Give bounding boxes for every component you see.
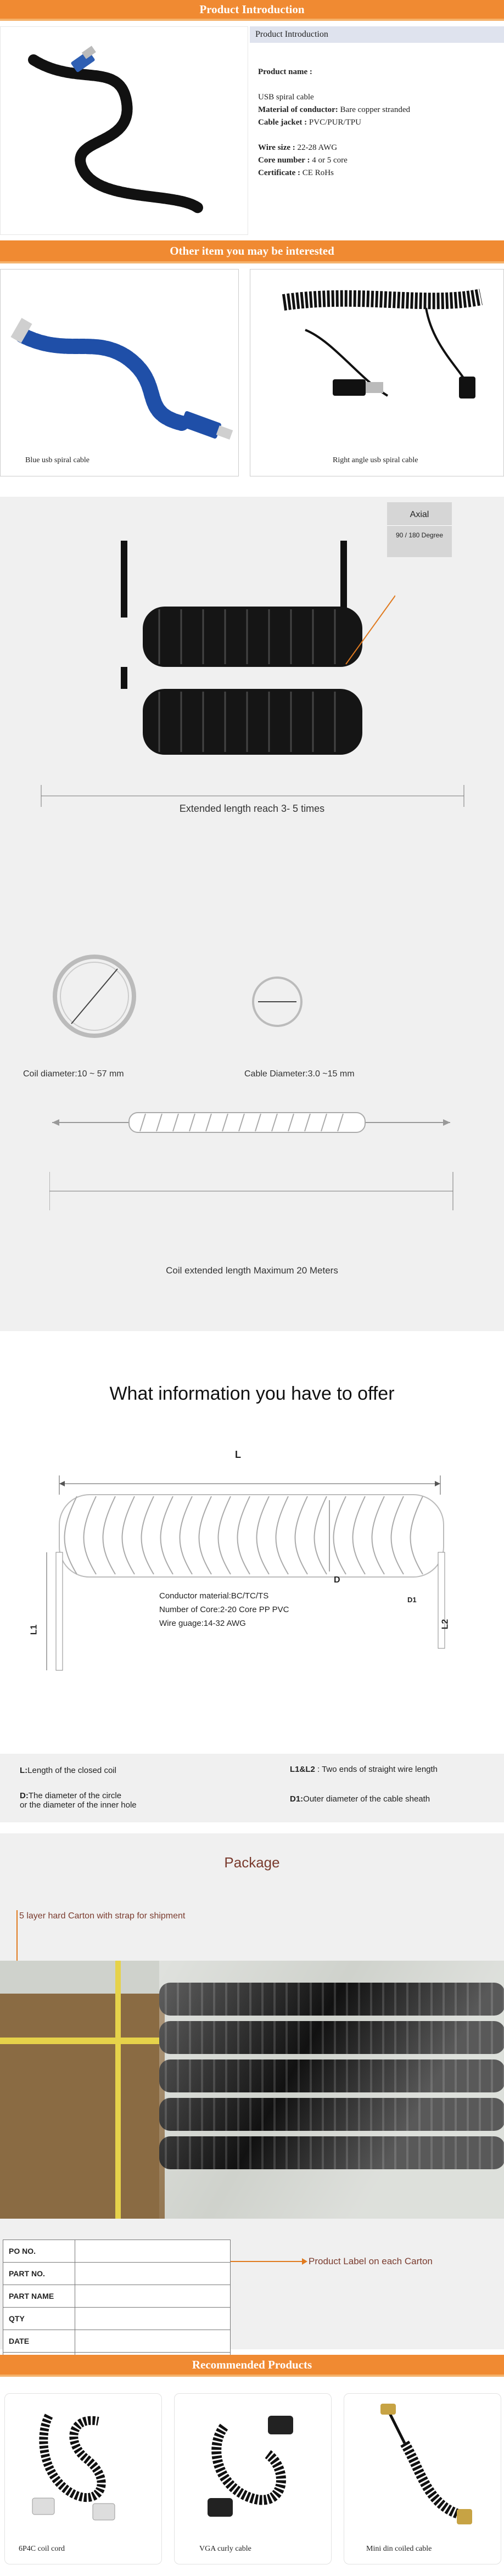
recommended-caption: Mini din coiled cable bbox=[366, 2545, 432, 2553]
label-D: D bbox=[334, 1575, 340, 1585]
label-table-key: PART NAME bbox=[3, 2285, 75, 2308]
label-table-value bbox=[75, 2240, 231, 2263]
coil-extended-label: Coil extended length Maximum 20 Meters bbox=[166, 1265, 338, 1276]
vga-cable-image bbox=[175, 2394, 331, 2536]
recommended-caption: VGA curly cable bbox=[199, 2545, 251, 2553]
spec-diagram-panel bbox=[0, 497, 504, 1331]
jacket-label: Cable jacket : bbox=[258, 118, 307, 127]
label-table-row bbox=[3, 2330, 231, 2353]
wire-size-label: Wire size : bbox=[258, 143, 295, 152]
cable-diameter-label: Cable Diameter:3.0 ~15 mm bbox=[244, 1069, 355, 1079]
intro-banner: Product Introduction bbox=[0, 0, 504, 19]
legend-l12-text: : Two ends of straight wire length bbox=[317, 1765, 438, 1774]
extended-length-label: Extended length reach 3- 5 times bbox=[179, 803, 325, 814]
intro-info-panel bbox=[250, 26, 504, 234]
cert-label: Certificate : bbox=[258, 169, 301, 177]
intro-banner-line bbox=[0, 19, 504, 21]
coil-diameter-label: Coil diameter:10 ~ 57 mm bbox=[23, 1069, 124, 1079]
legend-d-text1: The diameter of the circle bbox=[28, 1791, 122, 1800]
legend-d-label: D: bbox=[20, 1791, 29, 1800]
right-angle-cable-image bbox=[250, 270, 503, 456]
gauge-spec: Wire guage:14-32 AWG bbox=[159, 1619, 246, 1628]
product-photo bbox=[0, 26, 248, 235]
recommended-banner-line bbox=[0, 2375, 504, 2377]
legend-l-text: Length of the closed coil bbox=[27, 1766, 116, 1775]
core-label: Core number : bbox=[258, 156, 310, 165]
core-spec: Number of Core:2-20 Core PP PVC bbox=[159, 1605, 289, 1614]
conductor-spec: Conductor material:BC/TC/TS bbox=[159, 1591, 269, 1601]
coil-cord-image bbox=[5, 2394, 161, 2536]
label-table-value bbox=[75, 2285, 231, 2308]
legend-l-label: L: bbox=[20, 1766, 28, 1775]
label-table-key: QTY bbox=[3, 2308, 75, 2330]
core-value: 4 or 5 core bbox=[312, 156, 348, 165]
recommended-caption: 6P4C coil cord bbox=[19, 2545, 65, 2553]
other-items-banner: Other item you may be interested bbox=[0, 240, 504, 261]
package-panel bbox=[0, 1833, 504, 2349]
conductor-value: Bare copper stranded bbox=[340, 105, 410, 114]
recommended-card[interactable] bbox=[344, 2393, 501, 2564]
label-L: L bbox=[235, 1449, 241, 1460]
axial-sub: 90 / 180 Degree bbox=[395, 531, 444, 539]
label-D1: D1 bbox=[407, 1596, 417, 1604]
other-item-card[interactable] bbox=[0, 269, 239, 476]
cert-value: CE RoHs bbox=[302, 169, 334, 177]
label-table-row bbox=[3, 2285, 231, 2308]
label-table-key: PO NO. bbox=[3, 2240, 75, 2263]
recommended-card[interactable] bbox=[174, 2393, 332, 2564]
conductor-label: Material of conductor: bbox=[258, 105, 338, 114]
label-L2: L2 bbox=[440, 1619, 450, 1630]
product-name-label: Product name : bbox=[258, 68, 312, 76]
label-arrow bbox=[231, 2256, 307, 2267]
legend-d1-text: Outer diameter of the cable sheath bbox=[303, 1794, 430, 1804]
recommended-card[interactable] bbox=[4, 2393, 162, 2564]
axial-title: Axial bbox=[410, 510, 429, 519]
other-item-caption: Right angle usb spiral cable bbox=[333, 456, 418, 464]
label-table-key: PART NO. bbox=[3, 2263, 75, 2285]
wire-size-value: 22-28 AWG bbox=[297, 143, 338, 152]
axial-box bbox=[387, 502, 452, 557]
label-table-key: DATE bbox=[3, 2330, 75, 2353]
coil-cable-photo bbox=[110, 541, 395, 771]
label-table-row bbox=[3, 2263, 231, 2285]
info-title: What information you have to offer bbox=[109, 1383, 395, 1404]
label-note: Product Label on each Carton bbox=[309, 2256, 433, 2266]
legend-l12-label: L1&L2 bbox=[290, 1765, 315, 1774]
other-banner-line bbox=[0, 261, 504, 263]
jacket-value: PVC/PUR/TPU bbox=[309, 118, 361, 127]
coil-spec-diagram bbox=[44, 1464, 483, 1684]
label-table-row bbox=[3, 2240, 231, 2263]
intro-heading: Product Introduction bbox=[250, 26, 504, 43]
other-item-card[interactable] bbox=[250, 269, 504, 476]
label-table-value bbox=[75, 2308, 231, 2330]
product-name-value: USB spiral cable bbox=[258, 93, 314, 102]
coil-diameter-diagram bbox=[51, 952, 138, 1040]
carton-note: 5 layer hard Carton with strap for shipment bbox=[19, 1911, 186, 1921]
mini-din-cable-image bbox=[344, 2394, 501, 2536]
cable-diameter-diagram bbox=[250, 974, 305, 1029]
blue-cable-image bbox=[1, 270, 238, 456]
recommended-banner: Recommended Products bbox=[0, 2355, 504, 2375]
legend-panel bbox=[0, 1754, 504, 1822]
coil-extended-diagram bbox=[49, 1101, 456, 1216]
package-title: Package bbox=[224, 1854, 280, 1871]
package-photo bbox=[0, 1961, 504, 2219]
label-L1: L1 bbox=[29, 1624, 39, 1635]
legend-d1-label: D1: bbox=[290, 1794, 304, 1804]
legend-d-text2: or the diameter of the inner hole bbox=[20, 1800, 137, 1810]
label-table-value bbox=[75, 2330, 231, 2353]
label-table-value bbox=[75, 2263, 231, 2285]
other-item-caption: Blue usb spiral cable bbox=[25, 456, 90, 464]
label-table-row bbox=[3, 2308, 231, 2330]
